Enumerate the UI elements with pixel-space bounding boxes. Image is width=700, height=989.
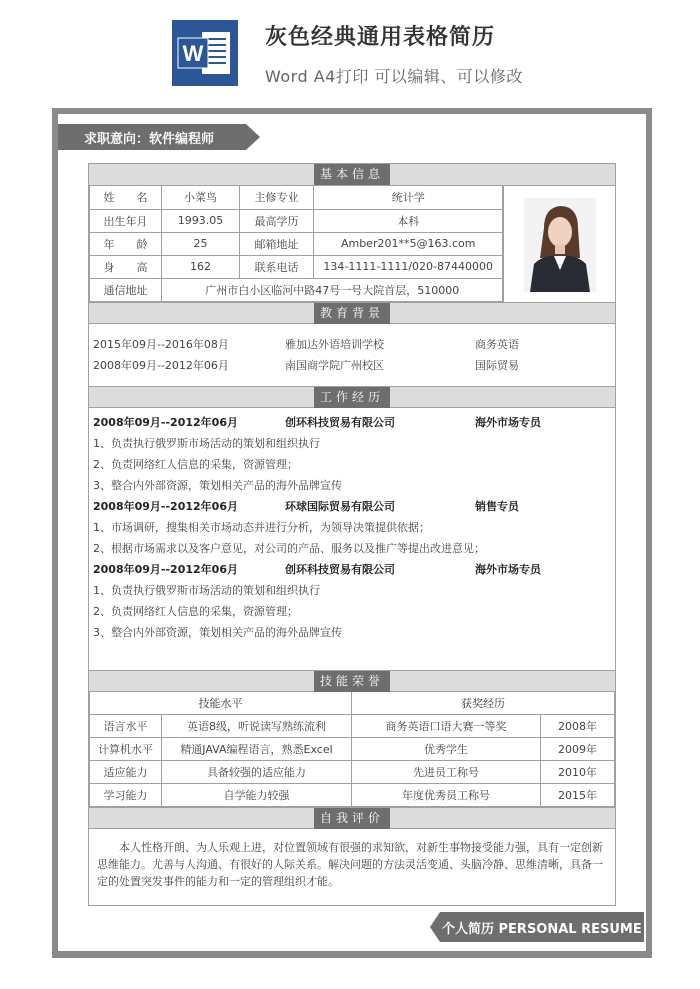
label-address: 通信地址 [90, 278, 162, 301]
value-birth: 1993.05 [162, 209, 240, 232]
section-bar-self [89, 807, 615, 829]
work-company: 创环科技贸易有限公司 [285, 562, 395, 576]
table-row [90, 715, 615, 738]
basic-info-table [89, 186, 503, 302]
self-evaluation: 本人性格开朗、为人乐观上进，对位置领域有很强的求知欲，对新生事物接受能力强，具有一定创新思维能力。尤善与人沟通、有很好的人际关系。解决问题的方法灵活变通、头脑冷静、思维清晰，具备一定的处置突发事件的能力和一定的管理组织才能。 [97, 841, 603, 888]
work-duty: 2、负责网络红人信息的采集，资源管理； [93, 457, 298, 471]
page-title: 灰色经典通用表格简历 [265, 25, 496, 50]
work-list [89, 408, 615, 670]
value-degree: 本科 [314, 209, 503, 232]
award-name: 商务英语口语大赛一等奖 [352, 715, 541, 738]
edu-school: 南国商学院广州校区 [285, 358, 384, 372]
award-year: 2008年 [541, 715, 615, 738]
section-title-work: 工作经历 [314, 387, 390, 408]
work-duty: 2、根据市场需求以及客户意见，对公司的产品、服务以及推广等提出改进意见； [93, 541, 485, 555]
edu-major: 商务英语 [475, 337, 519, 351]
value-major: 统计学 [314, 186, 503, 209]
education-list [89, 324, 615, 386]
skill-value: 具备较强的适应能力 [162, 761, 352, 784]
award-year: 2015年 [541, 784, 615, 807]
section-title-education: 教育背景 [314, 303, 390, 324]
work-title: 海外市场专员 [475, 562, 541, 576]
word-icon [172, 20, 238, 86]
value-address: 广州市白小区临河中路47号一号大院首层，510000 [162, 278, 503, 301]
label-birth: 出生年月 [90, 209, 162, 232]
label-degree: 最高学历 [240, 209, 314, 232]
label-phone: 联系电话 [240, 255, 314, 278]
profile-photo [524, 198, 596, 292]
edu-period: 2008年09月--2012年06月 [93, 358, 229, 372]
skills-table [89, 692, 615, 808]
work-period: 2008年09月--2012年06月 [93, 415, 238, 429]
work-duty: 1、市场调研，搜集相关市场动态并进行分析，为领导决策提供依据； [93, 520, 430, 534]
basic-info [89, 186, 615, 302]
skills-head: 技能水平 [90, 692, 352, 715]
label-email: 邮箱地址 [240, 232, 314, 255]
edu-school: 雅加达外语培训学校 [285, 337, 384, 351]
work-duty: 2、负责网络红人信息的采集，资源管理； [93, 604, 298, 618]
skill-value: 英语8级，听说读写熟练流利 [162, 715, 352, 738]
page-subtitle: Word A4打印 可以编辑、可以修改 [265, 67, 523, 86]
work-company: 创环科技贸易有限公司 [285, 415, 395, 429]
work-company: 环球国际贸易有限公司 [285, 499, 395, 513]
work-period: 2008年09月--2012年06月 [93, 499, 238, 513]
edu-period: 2015年09月--2016年08月 [93, 337, 229, 351]
skill-label: 适应能力 [90, 761, 162, 784]
award-year: 2010年 [541, 761, 615, 784]
resume-body [88, 163, 616, 906]
work-duty: 3、整合内外部资源，策划相关产品的海外品牌宣传 [93, 625, 342, 639]
table-row [90, 784, 615, 807]
section-bar-work [89, 386, 615, 408]
section-title-skills: 技能荣誉 [314, 671, 390, 692]
section-bar-basic [89, 164, 615, 186]
work-title: 销售专员 [475, 499, 519, 513]
awards-head: 获奖经历 [352, 692, 615, 715]
value-age: 25 [162, 232, 240, 255]
award-year: 2009年 [541, 738, 615, 761]
footer-label: 个人简历 PERSONAL RESUME [442, 922, 642, 937]
value-name: 小菜鸟 [162, 186, 240, 209]
job-intent: 求职意向：软件编程师 [84, 132, 215, 147]
section-bar-education [89, 302, 615, 324]
section-title-self: 自我评价 [314, 808, 390, 829]
skill-label: 语言水平 [90, 715, 162, 738]
footer-ribbon [430, 912, 644, 942]
photo-cell [503, 186, 615, 302]
work-title: 海外市场专员 [475, 415, 541, 429]
label-height: 身 高 [90, 255, 162, 278]
skill-value: 自学能力较强 [162, 784, 352, 807]
skill-value: 精通JAVA编程语言，熟悉Excel [162, 738, 352, 761]
skill-label: 计算机水平 [90, 738, 162, 761]
table-row [90, 738, 615, 761]
skill-label: 学习能力 [90, 784, 162, 807]
job-intent-ribbon [58, 124, 260, 150]
award-name: 年度优秀员工称号 [352, 784, 541, 807]
svg-text:W: W [182, 41, 204, 66]
value-email: Amber201**5@163.com [314, 232, 503, 255]
award-name: 先进员工称号 [352, 761, 541, 784]
table-row [90, 761, 615, 784]
label-age: 年 龄 [90, 232, 162, 255]
section-bar-skills [89, 670, 615, 692]
work-duty: 3、整合内外部资源，策划相关产品的海外品牌宣传 [93, 478, 342, 492]
label-major: 主修专业 [240, 186, 314, 209]
section-title-basic: 基本信息 [314, 164, 390, 185]
work-duty: 1、负责执行俄罗斯市场活动的策划和组织执行 [93, 583, 320, 597]
work-duty: 1、负责执行俄罗斯市场活动的策划和组织执行 [93, 436, 320, 450]
edu-major: 国际贸易 [475, 358, 519, 372]
value-phone: 134-1111-1111/020-87440000 [314, 255, 503, 278]
award-name: 优秀学生 [352, 738, 541, 761]
work-period: 2008年09月--2012年06月 [93, 562, 238, 576]
label-name: 姓 名 [90, 186, 162, 209]
value-height: 162 [162, 255, 240, 278]
